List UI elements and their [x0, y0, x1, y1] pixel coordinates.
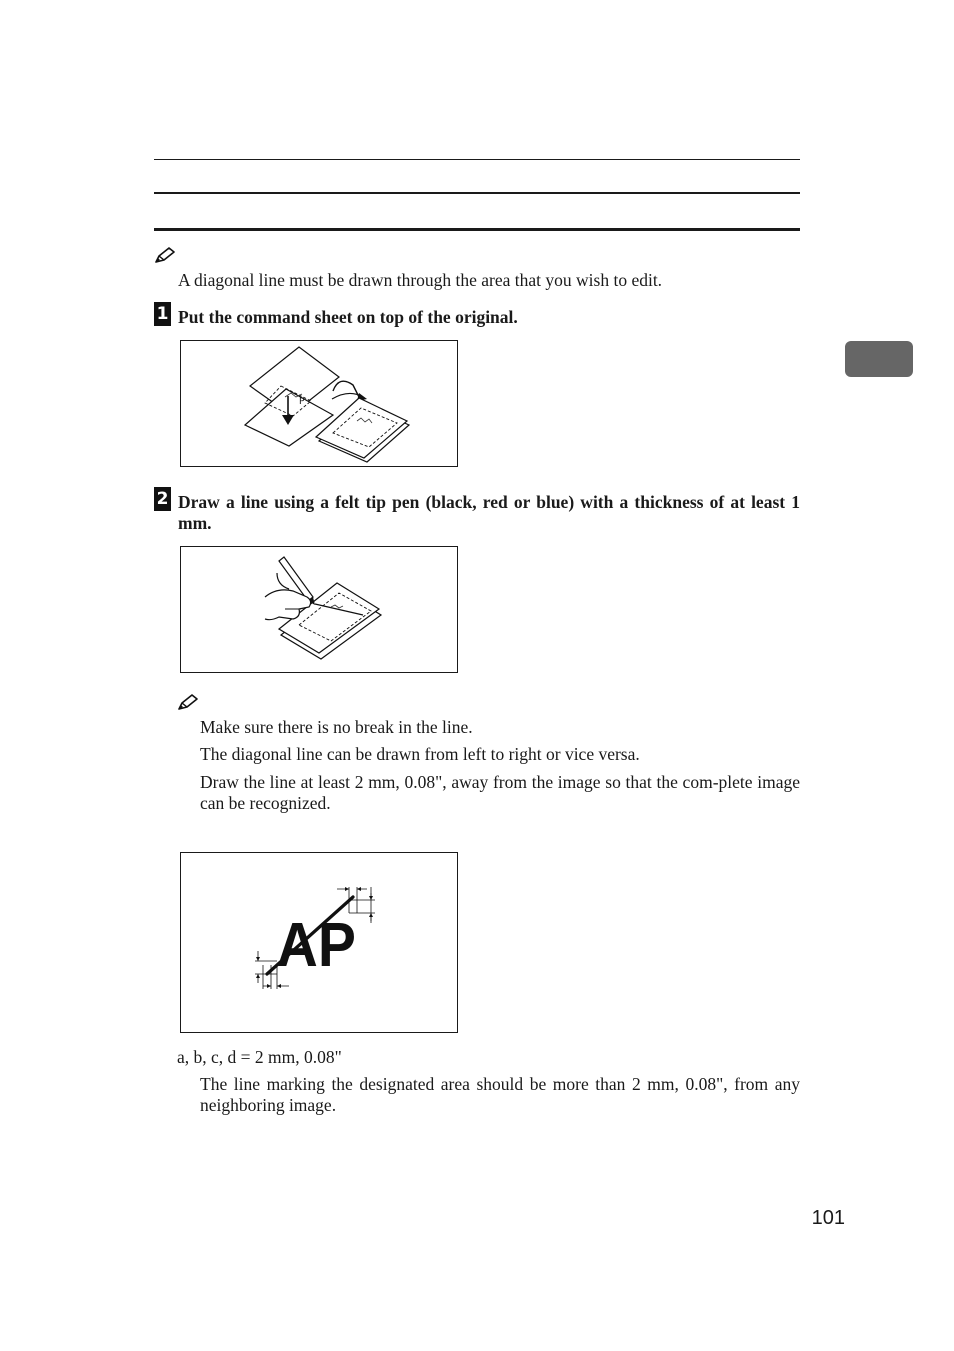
figure-line-distance — [180, 852, 458, 1033]
header-rule-top — [154, 159, 800, 160]
chapter-tab — [845, 341, 913, 377]
header-rule-middle — [154, 192, 800, 194]
dimension-note: The line marking the designated area should be more than 2 mm, 0.08", from any neighboring image. — [200, 1074, 800, 1115]
step-number-2: 2 — [154, 487, 171, 511]
page-number: 101 — [811, 1207, 845, 1229]
note-item-1: Make sure there is no break in the line. — [200, 717, 473, 737]
dimension-caption: a, b, c, d = 2 mm, 0.08" — [177, 1047, 342, 1067]
ap-distance-diagram — [181, 853, 457, 1032]
step-2-text: Draw a line using a felt tip pen (black, red or blue) with a thickness of at least 1 mm. — [178, 492, 800, 533]
note-item-3: Draw the line at least 2 mm, 0.08", away from the image so that the com-plete image can be recognized. — [200, 772, 800, 813]
figure-draw-line-with-pen — [180, 546, 458, 673]
note-item-2: The diagonal line can be drawn from left to right or vice versa. — [200, 744, 640, 764]
drawing-hand-illustration — [181, 547, 457, 672]
header-rule-bottom — [154, 228, 800, 231]
pencil-note-icon — [154, 246, 176, 264]
figure-command-sheet-on-original — [180, 340, 458, 467]
note-intro: A diagonal line must be drawn through the area that you wish to edit. — [178, 270, 663, 290]
ap-letters: AP — [276, 909, 356, 980]
pencil-note-icon — [177, 693, 199, 711]
svg-text:P: P — [299, 397, 305, 407]
command-sheet-illustration — [181, 341, 457, 466]
step-1-text: Put the command sheet on top of the original. — [178, 307, 518, 327]
step-number-1: 1 — [154, 302, 171, 326]
